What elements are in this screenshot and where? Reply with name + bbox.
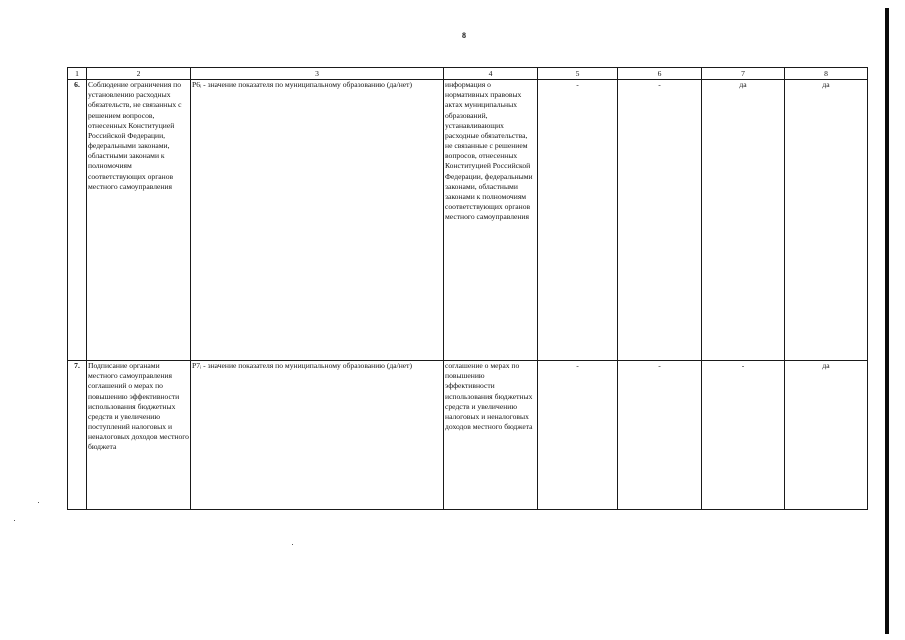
indicator-cell: Р7ᵢ - значение показателя по муниципальному образованию (да/нет) [191, 361, 444, 510]
value-cell-col6: - [618, 80, 702, 361]
criteria-table [67, 67, 868, 510]
header-col-4: 4 [444, 68, 538, 80]
criterion-cell: Соблюдение ограничения по установлению расходных обязательств, не связанных с решением вопросов, отнесенных Конституцией Российской Федерации, федеральными законами, областными законами к полномочиям соответствующих органов местного самоуправления [87, 80, 191, 361]
value-cell-col5: - [538, 80, 618, 361]
header-col-2: 2 [87, 68, 191, 80]
header-col-5: 5 [538, 68, 618, 80]
header-col-8: 8 [785, 68, 868, 80]
header-col-3: 3 [191, 68, 444, 80]
value-cell-col7: да [702, 80, 785, 361]
value-cell-col8: да [785, 80, 868, 361]
value-cell-col5: - [538, 361, 618, 510]
row-number: 7. [68, 361, 87, 510]
scan-border-line [885, 8, 889, 634]
table-row [68, 361, 868, 510]
row-number: 6. [68, 80, 87, 361]
header-col-6: 6 [618, 68, 702, 80]
table-header-row [68, 68, 868, 80]
scan-speck [292, 544, 293, 545]
source-cell: информация о нормативных правовых актах муниципальных образований, устанавливающих расходные обязательства, не связанные с решением вопросов, отнесенных Конституцией Российской Федерации, федеральными законами, областными законами к полномочиям соответствующих органов местного самоуправления [444, 80, 538, 361]
header-col-7: 7 [702, 68, 785, 80]
value-cell-col6: - [618, 361, 702, 510]
indicator-cell: Р6ᵢ - значение показателя по муниципальному образованию (да/нет) [191, 80, 444, 361]
table-row [68, 80, 868, 361]
source-cell: соглашение о мерах по повышению эффективности использования бюджетных средств и увеличению налоговых и неналоговых доходов местного бюджета [444, 361, 538, 510]
criterion-cell: Подписание органами местного самоуправления соглашений о мерах по повышению эффективности использования бюджетных средств и увеличению поступлений налоговых и неналоговых доходов местного бюджета [87, 361, 191, 510]
scan-speck [14, 520, 15, 521]
value-cell-col8: да [785, 361, 868, 510]
scan-speck [38, 502, 39, 503]
page-number: 8 [462, 31, 466, 40]
value-cell-col7: - [702, 361, 785, 510]
header-col-1: 1 [68, 68, 87, 80]
